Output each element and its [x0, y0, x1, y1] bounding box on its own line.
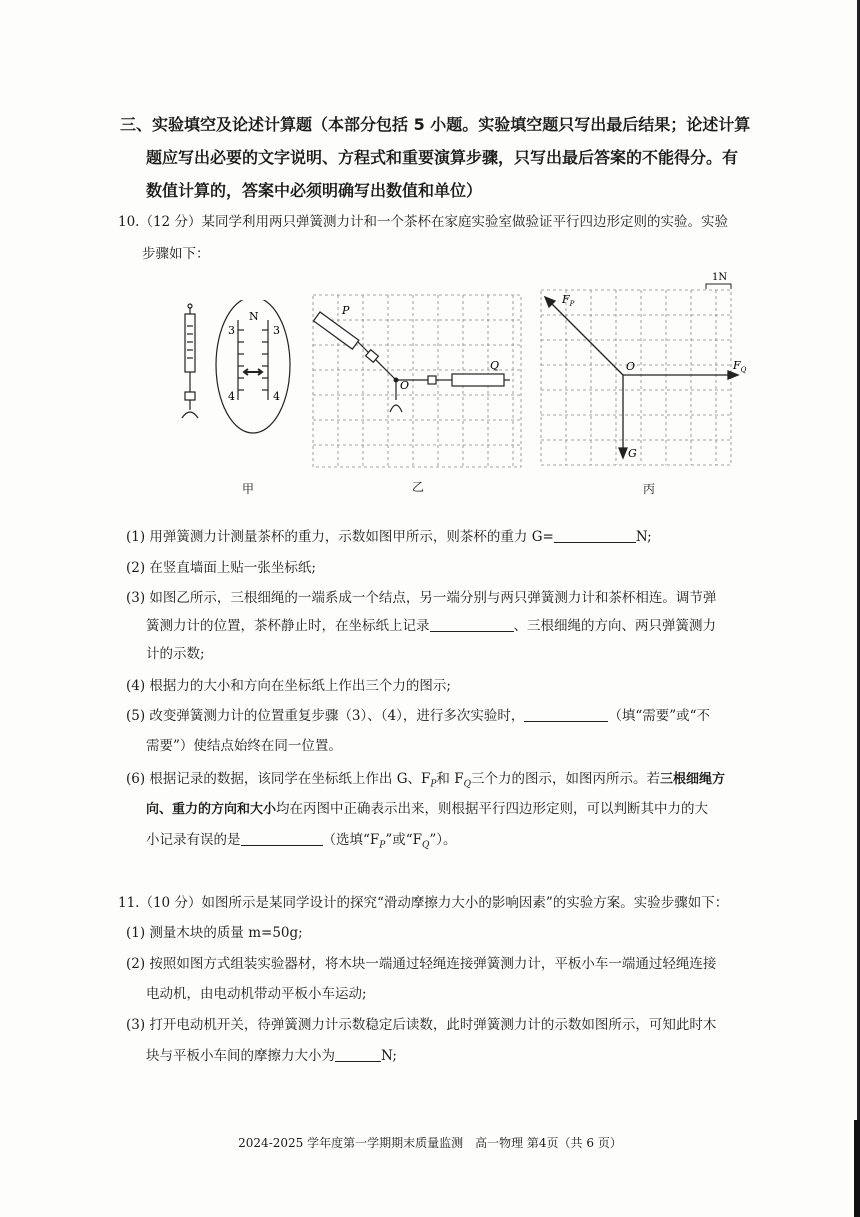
q10-step-5c: 需要”）使结点始终在同一位置。	[146, 738, 342, 754]
sub-p-2: P	[379, 840, 386, 851]
q10-step-3c-text: 、三根细绳的方向、两只弹簧测力	[513, 618, 716, 634]
q10-step-4: (4) 根据力的大小和方向在坐标纸上作出三个力的图示;	[126, 678, 451, 694]
section-heading-line3: 数值计算的，答案中必须明确写出数值和单位）	[146, 181, 483, 200]
q10-step-6c	[146, 830, 457, 856]
figure-bing	[538, 270, 763, 468]
q11-step-2b: 电动机，由电动机带动平板小车运动;	[146, 986, 367, 1002]
answer-blank-friction[interactable]	[335, 1047, 381, 1062]
sub-q: Q	[463, 779, 471, 790]
label-o-bing: O	[626, 360, 636, 373]
answer-blank-gravity[interactable]	[554, 528, 636, 543]
scale-bracket	[706, 284, 731, 289]
q10-step-6b-bold: 向、重力的方向和大小	[146, 802, 277, 817]
label-g: G	[628, 447, 637, 460]
q10-step-1-text: (1) 用弹簧测力计测量茶杯的重力，示数如图甲所示，则茶杯的重力 G=	[126, 529, 554, 545]
scale-label: 1N	[712, 272, 728, 283]
q10-stem-2: 步骤如下：	[142, 246, 210, 262]
q11-step-2a: (2) 按照如图方式组装实验器材，将木块一端通过轻绳连接弹簧测力计，平板小车一端通过轻绳连接	[126, 956, 717, 972]
q10-step-3b-text: 簧测力计的位置，茶杯静止时，在坐标纸上记录	[146, 618, 430, 634]
q11-step-3b-text: 块与平板小车间的摩擦力大小为	[146, 1048, 335, 1064]
q10-stem: 10.（12 分）某同学利用两只弹簧测力计和一个茶杯在家庭实验室做验证平行四边形定则的实验。实验	[118, 214, 728, 230]
unit-n-2: N;	[381, 1048, 397, 1064]
label-fp: $F_P$	[562, 293, 575, 308]
label-fq: $F_Q$	[733, 359, 747, 374]
q10-step-5a-text: (5) 改变弹簧测力计的位置重复步骤（3）、（4），进行多次实验时，	[126, 708, 525, 724]
answer-blank-record[interactable]	[430, 617, 514, 632]
mark-4-left: 4	[228, 390, 235, 403]
figure-jia	[168, 300, 303, 470]
label-o: O	[400, 379, 410, 392]
q10-step-5b-text: （填“需要”或“不	[608, 708, 711, 724]
q10-step-3a: (3) 如图乙所示，三根细绳的一端系成一个结点，另一端分别与两只弹簧测力计和茶杯相连。调节弹	[126, 590, 717, 606]
label-q: Q	[490, 359, 500, 372]
q10-step-3d: 计的示数;	[146, 646, 205, 662]
section-heading-line2: 题应写出必要的文字说明、方程式和重要演算步骤，只写出最后答案的不能得分。有	[146, 148, 739, 167]
label-p: P	[342, 304, 350, 317]
pointer-icon	[244, 369, 262, 375]
q10-step-6b-rest: 均在丙图中正确表示出来，则根据平行四边形定则，可以判断其中力的大	[276, 801, 709, 817]
q10-step-6c-end: ”）。	[429, 832, 457, 848]
mark-4-right: 4	[273, 390, 280, 403]
unit-n: N;	[635, 529, 652, 545]
q10-step-6a-bold: 三根细绳方	[659, 772, 725, 787]
sub-q-2: Q	[422, 840, 430, 851]
answer-blank-wrong-force[interactable]	[241, 831, 323, 846]
q10-step-6b	[146, 799, 708, 820]
label-n: N	[249, 310, 259, 323]
q10-step-6a-rest: 三个力的图示，如图丙所示。若	[470, 771, 660, 787]
answer-blank-same-position[interactable]	[524, 707, 608, 722]
q11-step-3a: (3) 打开电动机开关，待弹簧测力计示数稳定后读数，此时弹簧测力计的示数如图所示，可知此时木	[126, 1017, 717, 1033]
figure-yi	[310, 292, 525, 470]
sub-p: P	[430, 779, 437, 790]
arrow-fq	[728, 371, 738, 379]
section-heading-line1: 三、实验填空及论述计算题（本部分包括 5 小题。实验填空题只写出最后结果；论述计算	[120, 115, 751, 134]
arrow-g	[619, 448, 627, 458]
q11-stem: 11.（10 分）如图所示是某同学设计的探究“滑动摩擦力大小的影响因素”的实验方案。实验步骤如下：	[118, 895, 729, 911]
q10-step-6a-text: (6) 根据记录的数据，该同学在坐标纸上作出 G、F	[126, 771, 431, 787]
caption-jia: 甲	[242, 482, 255, 496]
q10-step-6c-rest: （选填“F	[322, 832, 380, 848]
q11-step-1: (1) 测量木块的质量 m=50g;	[126, 925, 303, 941]
q10-step-5a	[126, 706, 710, 726]
q10-step-6c-text: 小记录有误的是	[146, 832, 241, 848]
page-footer: 2024-2025 学年度第一学期期末质量监测 高一物理 第4页（共 6 页）	[238, 1136, 622, 1150]
q11-step-3b	[146, 1046, 397, 1066]
mark-3-right: 3	[273, 324, 280, 337]
spring-scale-q	[452, 374, 504, 386]
q10-step-6c-or: ”或“F	[385, 832, 423, 848]
q10-step-1	[126, 527, 652, 547]
q10-step-6a-and: 和 F	[436, 771, 464, 787]
caption-yi: 乙	[412, 480, 425, 494]
spring-scale-p	[314, 312, 359, 349]
section-heading	[120, 108, 810, 207]
caption-bing: 丙	[643, 482, 656, 496]
q10-step-2: (2) 在竖直墙面上贴一张坐标纸;	[126, 560, 316, 576]
q10-step-3b	[146, 616, 716, 636]
mark-3-left: 3	[228, 324, 235, 337]
spring-scale-body	[185, 314, 195, 372]
q10-step-6a	[126, 769, 725, 795]
